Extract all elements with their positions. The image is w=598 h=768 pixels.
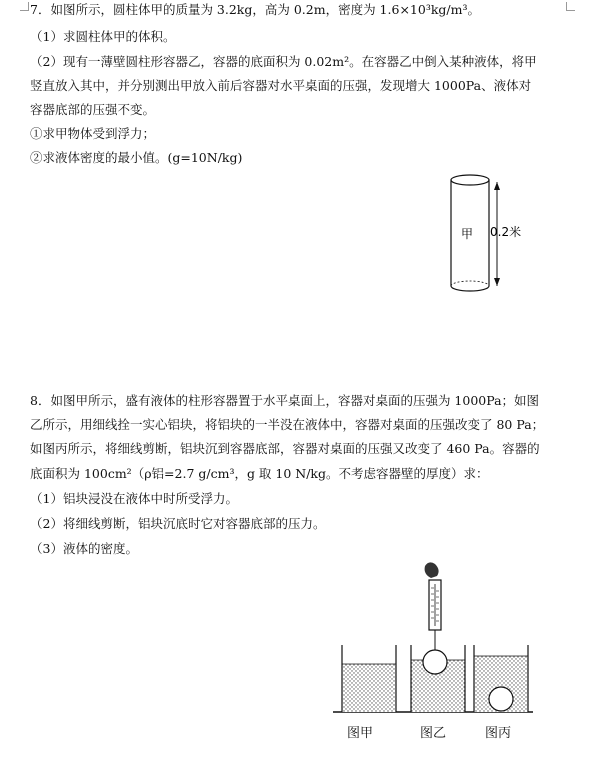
- containers-figure: [333, 560, 533, 718]
- q8-stem-line: 8．如图甲所示，盛有液体的柱形容器置于水平桌面上，容器对桌面的压强为 1000Pa；如图: [30, 393, 540, 408]
- q8-stem-line: 如图丙所示，将细线剪断，铝块沉到容器底部，容器对桌面的压强又改变了 460 Pa。容器的: [30, 441, 540, 456]
- cylinder-figure: [440, 170, 540, 300]
- q7-stem-line: 7．如图所示，圆柱体甲的质量为 3.2kg，高为 0.2m，密度为 1.6×10³kg/m³。: [30, 2, 480, 17]
- container-yi: [411, 562, 465, 712]
- q8-part-3: （3）液体的密度。: [30, 541, 138, 556]
- q7-part-2-line: 竖直放入其中，并分别测出甲放入前后容器对水平桌面的压强，发现增大 1000Pa、液体对: [30, 78, 532, 93]
- q8-stem-line: 乙所示，用细线拴一实心铝块，将铝块的一半没在液体中，容器对桌面的压强改变了 80 Pa；: [30, 417, 545, 432]
- aluminium-block-yi: [423, 650, 447, 674]
- cylinder-label: 甲: [461, 227, 474, 241]
- cylinder-top: [451, 175, 489, 185]
- q7-part-2-line: 容器底部的压强不变。: [30, 102, 156, 117]
- caption-bing: 图丙: [485, 726, 512, 741]
- height-label: 0.2米: [490, 225, 522, 239]
- liquid-jia: [342, 664, 396, 712]
- cylinder-bottom: [451, 286, 489, 291]
- hand-icon: [425, 562, 439, 578]
- height-arrow-bottom: [494, 278, 500, 286]
- q7-subquestion-1: ①求甲物体受到浮力；: [30, 126, 156, 141]
- page-corner-mark: [20, 2, 29, 11]
- cylinder-bottom-hidden: [451, 281, 489, 286]
- aluminium-block-bing: [489, 687, 513, 711]
- q7-part-2-line: （2）现有一薄壁圆柱形容器乙，容器的底面积为 0.02m²。在容器乙中倒入某种液体，将甲: [30, 54, 537, 69]
- q8-part-1: （1）铝块浸没在液体中时所受浮力。: [30, 491, 238, 506]
- container-bing: [474, 645, 528, 712]
- q7-part-1: （1）求圆柱体甲的体积。: [30, 29, 176, 44]
- caption-yi: 图乙: [420, 726, 447, 741]
- page-corner-mark: [566, 2, 575, 11]
- q8-stem-line: 底面积为 100cm²（ρ铝=2.7 g/cm³，g 取 10 N/kg。不考虑容器壁的厚度）求：: [30, 466, 489, 481]
- q8-part-2: （2）将细线剪断，铝块沉底时它对容器底部的压力。: [30, 516, 326, 531]
- q7-subquestion-2: ②求液体密度的最小值。(g=10N/kg): [30, 150, 243, 165]
- height-arrow-top: [494, 182, 500, 190]
- container-jia: [342, 645, 396, 712]
- caption-jia: 图甲: [347, 726, 374, 741]
